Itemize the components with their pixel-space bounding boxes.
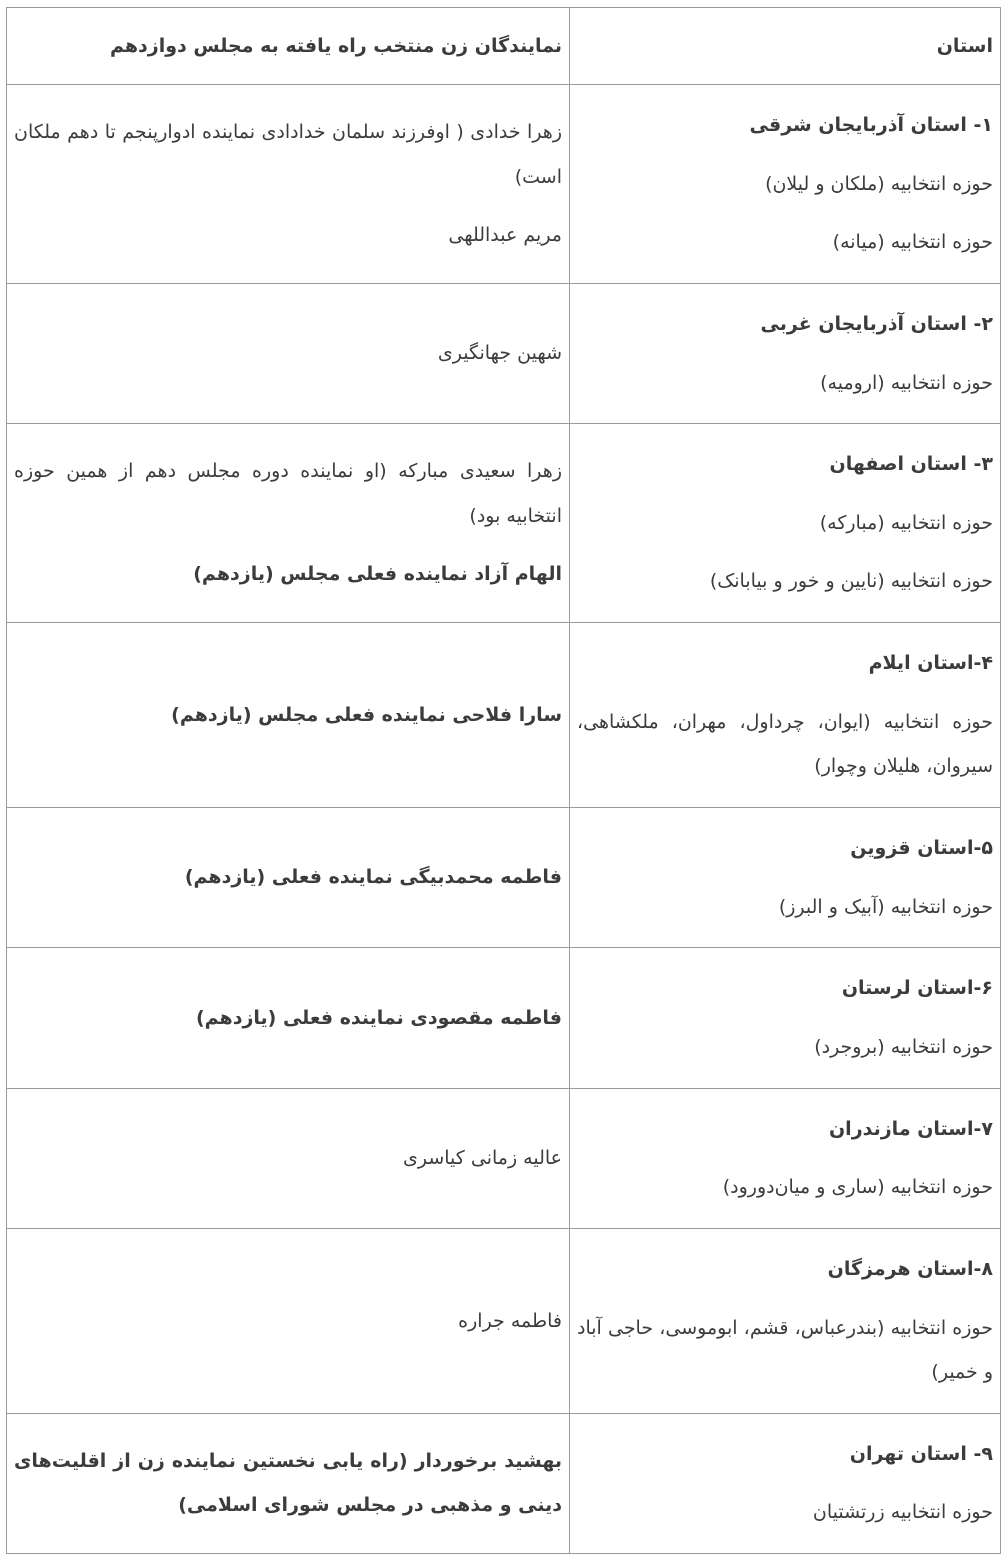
province-cell <box>570 85 1001 284</box>
table-row <box>7 808 1001 948</box>
representatives-cell <box>7 85 570 284</box>
province-cell <box>570 1088 1001 1228</box>
table-row <box>7 1228 1001 1413</box>
table-row <box>7 948 1001 1088</box>
district-item: حوزه انتخابیه (ملکان و لیلان) <box>765 172 993 195</box>
provinces-table <box>6 7 1001 1554</box>
district-item: حوزه انتخابیه (ارومیه) <box>820 371 993 394</box>
province-title: ۸-استان هرمزگان <box>827 1257 993 1280</box>
province-title: ۳- استان اصفهان <box>829 453 993 476</box>
representatives-cell <box>7 808 570 948</box>
representative-name: زهرا خدادی ( اوفرزند سلمان خدادادی نماینده ادوارپنجم تا دهم ملکان است) <box>14 121 562 188</box>
representative-name: زهرا سعیدی مبارکه (او نماینده دوره مجلس دهم از همین حوزه انتخابیه بود) <box>14 460 562 527</box>
district-item: حوزه انتخابیه (ایوان، چرداول، مهران، ملکشاهی، سیروان، هلیلان وچوار) <box>577 710 993 778</box>
representative-name: فاطمه مقصودی نماینده فعلی (یازدهم) <box>195 1006 562 1029</box>
table-row <box>7 1088 1001 1228</box>
province-cell <box>570 424 1001 623</box>
table-row <box>7 85 1001 284</box>
province-cell <box>570 283 1001 423</box>
district-item: حوزه انتخابیه (نایین و خور و بیابانک) <box>709 570 993 593</box>
province-header-label: استان <box>936 34 993 57</box>
province-title: ۴-استان ایلام <box>868 652 993 675</box>
province-title: ۵-استان قزوین <box>850 837 993 860</box>
representative-name: بهشید برخوردار (راه یابی نخستین نماینده زن از اقلیت‌های دینی و مذهبی در مجلس شورای اسلامی) <box>14 1449 562 1517</box>
district-item: حوزه انتخابیه (میانه) <box>832 231 993 254</box>
province-cell <box>570 623 1001 808</box>
representatives-header-label: نمایندگان زن منتخب راه یافته به مجلس دوازدهم <box>109 34 562 57</box>
representatives-cell <box>7 948 570 1088</box>
province-header-cell <box>570 8 1001 85</box>
province-cell <box>570 1228 1001 1413</box>
representatives-cell <box>7 424 570 623</box>
table-row <box>7 283 1001 423</box>
district-item: حوزه انتخابیه (بروجرد) <box>814 1035 993 1058</box>
representatives-header-cell <box>7 8 570 85</box>
header-row <box>7 8 1001 85</box>
district-item: حوزه انتخابیه (بندرعباس، قشم، ابوموسی، حاجی آباد و خمیر) <box>577 1316 993 1384</box>
representatives-cell <box>7 1413 570 1553</box>
district-item: حوزه انتخابیه (مبارکه) <box>819 511 993 534</box>
representative-name: سارا فلاحی نماینده فعلی مجلس (یازدهم) <box>171 703 562 726</box>
province-title: ۷-استان مازندران <box>828 1117 993 1140</box>
representatives-cell <box>7 1228 570 1413</box>
representative-name: فاطمه محمدبیگی نماینده فعلی (یازدهم) <box>184 866 562 889</box>
province-title: ۹- استان تهران <box>849 1442 993 1465</box>
representative-name: مریم عبداللهی <box>448 224 562 247</box>
representatives-cell <box>7 1088 570 1228</box>
province-title: ۲- استان آذربایجان غربی <box>760 312 993 335</box>
province-cell <box>570 1413 1001 1553</box>
province-cell <box>570 808 1001 948</box>
representatives-cell <box>7 623 570 808</box>
district-item: حوزه انتخابیه (آبیک و البرز) <box>778 895 993 918</box>
table-row <box>7 424 1001 623</box>
district-item: حوزه انتخابیه زرتشتیان <box>812 1501 993 1524</box>
district-item: حوزه انتخابیه (ساری و میان‌دورود) <box>722 1176 993 1199</box>
province-title: ۶-استان لرستان <box>841 977 993 1000</box>
representative-name: الهام آزاد نماینده فعلی مجلس (یازدهم) <box>193 563 562 586</box>
representative-name: شهین جهانگیری <box>437 342 562 365</box>
province-cell <box>570 948 1001 1088</box>
table-row <box>7 1413 1001 1553</box>
table-row <box>7 623 1001 808</box>
province-title: ۱- استان آذربایجان شرقی <box>749 114 993 136</box>
representative-name: عالیه زمانی کیاسری <box>402 1146 562 1169</box>
representatives-cell <box>7 283 570 423</box>
representative-name: فاطمه جراره <box>458 1309 562 1332</box>
table-body <box>7 85 1001 1554</box>
